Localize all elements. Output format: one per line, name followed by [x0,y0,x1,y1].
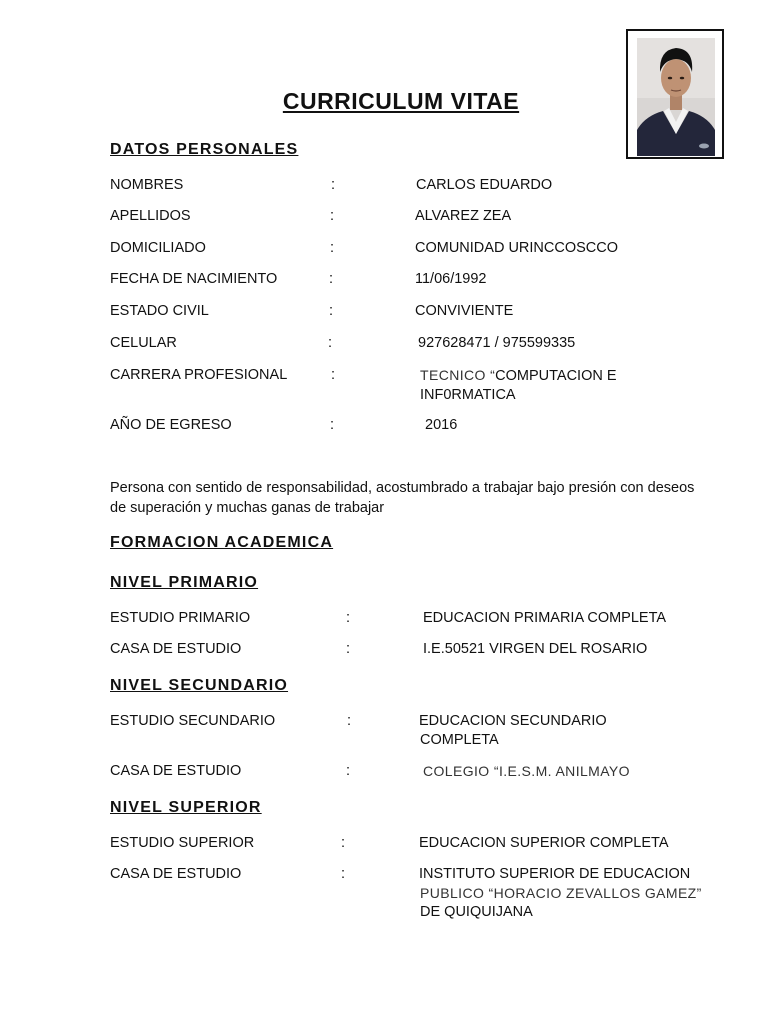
section-heading-nivel-superior: NIVEL SUPERIOR [110,799,262,816]
field-separator: : [329,271,334,287]
field-value: 2016 [425,417,458,433]
field-value [419,712,607,750]
field-value-main: COMPUTACION E [495,368,617,384]
field-separator: : [330,208,335,224]
field-label: FECHA DE NACIMIENTO [110,271,278,287]
section-heading-nivel-secundario: NIVEL SECUNDARIO [110,677,289,694]
field-label: ESTUDIO PRIMARIO [110,610,251,626]
field-value [419,865,702,922]
field-value: 11/06/1992 [415,271,487,287]
field-value: COLEGIO “I.E.S.M. ANILMAYO [423,763,630,779]
field-value-line2: COMPLETA [420,732,499,748]
field-label: CASA DE ESTUDIO [110,866,242,882]
field-separator: : [330,417,335,433]
profile-summary: Persona con sentido de responsabilidad, acostumbrado a trabajar bajo presión con deseos de superación y muchas ganas de trabajar [110,480,695,516]
field-label: APELLIDOS [110,208,191,224]
field-separator: : [341,835,346,851]
field-separator: : [347,713,352,729]
field-label: ESTADO CIVIL [110,303,209,319]
section-heading-formacion-academica: FORMACION ACADEMICA [110,534,334,551]
field-separator: : [331,177,336,193]
field-label: CARRERA PROFESIONAL [110,367,288,383]
field-separator: : [346,763,351,779]
field-separator: : [341,866,346,882]
field-separator: : [328,335,333,351]
field-value: CARLOS EDUARDO [416,177,553,193]
field-separator: : [331,367,336,383]
field-value: 927628471 / 975599335 [418,335,576,351]
field-label: CASA DE ESTUDIO [110,641,242,657]
field-value: I.E.50521 VIRGEN DEL ROSARIO [423,641,648,657]
field-label: CELULAR [110,335,177,351]
section-heading-nivel-primario: NIVEL PRIMARIO [110,574,259,591]
field-separator: : [329,303,334,319]
field-separator: : [346,641,351,657]
field-label: NOMBRES [110,177,184,193]
field-separator: : [346,610,351,626]
field-label: CASA DE ESTUDIO [110,763,242,779]
field-value: COMUNIDAD URINCCOSCCO [415,240,618,256]
section-heading-datos-personales: DATOS PERSONALES [110,141,299,158]
field-value-main: INSTITUTO SUPERIOR DE EDUCACION [419,866,691,882]
field-label: ESTUDIO SECUNDARIO [110,713,276,729]
field-value-line2: INF0RMATICA [420,387,516,403]
field-label: DOMICILIADO [110,240,206,256]
field-value: EDUCACION SUPERIOR COMPLETA [419,835,669,851]
field-separator: : [330,240,335,256]
field-value-line3: DE QUIQUIJANA [420,904,533,920]
field-value [420,366,617,405]
field-value-prefix: TECNICO “ [420,367,496,383]
field-label: AÑO DE EGRESO [110,417,232,433]
field-value: ALVAREZ ZEA [415,208,512,224]
field-value: EDUCACION PRIMARIA COMPLETA [423,610,667,626]
field-value: CONVIVIENTE [415,303,514,319]
field-value-main: EDUCACION SECUNDARIO [419,713,607,729]
field-value-line2: PUBLICO “HORACIO ZEVALLOS GAMEZ” [420,885,702,901]
field-label: ESTUDIO SUPERIOR [110,835,255,851]
document-title: CURRICULUM VITAE [282,88,520,114]
